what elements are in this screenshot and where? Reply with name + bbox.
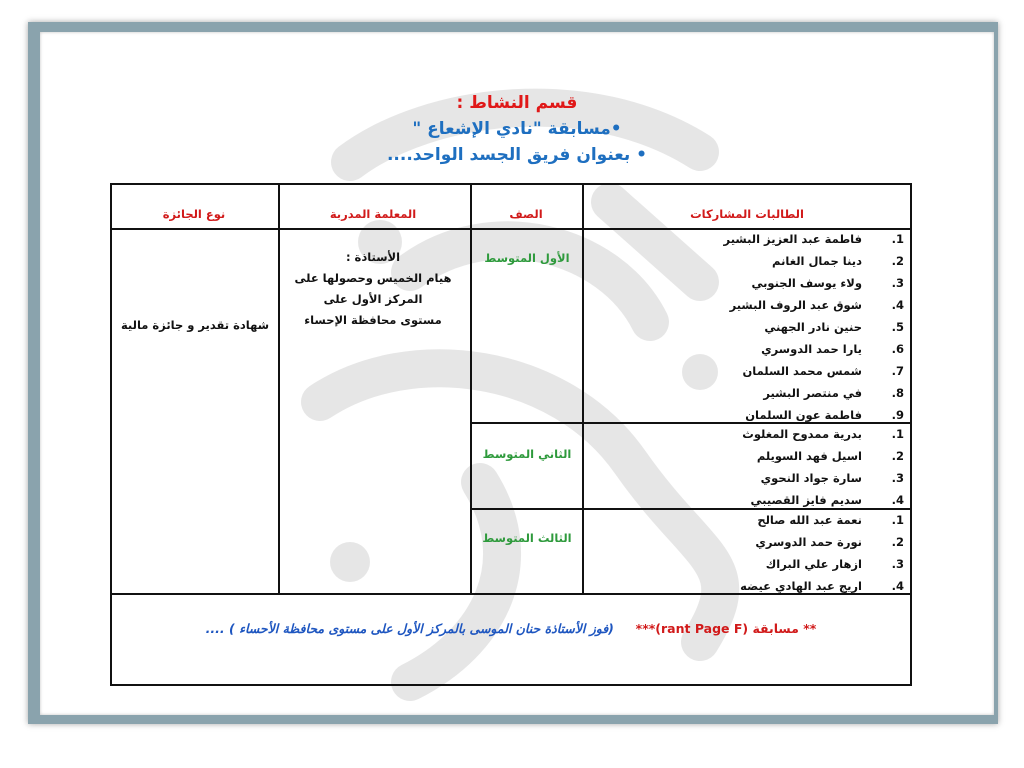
list-item: 2. اسيل فهد السويلم (756, 449, 904, 463)
list-item: 3. سارة جواد النحوي (760, 471, 904, 485)
participants-table (110, 183, 912, 686)
list-item: 2. نورة حمد الدوسري (755, 535, 904, 549)
list-item: 1. فاطمة عبد العزيز البشير (723, 232, 904, 246)
grade-label-first: الأول المتوسط (484, 251, 570, 265)
list-item: 4. اريج عبد الهادي عيضه (740, 579, 904, 593)
group-divider (470, 508, 584, 510)
header-prize: نوع الجائزة (162, 207, 226, 221)
list-item: 4. سديم فايز القصيبي (750, 493, 904, 507)
student-list-grade3 (580, 509, 906, 597)
title-line-subject: • بعنوان فريق الجسد الواحد.... (386, 145, 648, 165)
slide (40, 32, 994, 715)
slide-title (40, 90, 994, 168)
list-item: 1. نعمة عبد الله صالح (757, 513, 904, 527)
student-list-grade1 (580, 228, 906, 426)
title-line-competition: •مسابقة "نادي الإشعاع " (412, 119, 622, 139)
list-item: 5. حنين نادر الجهني (764, 320, 904, 334)
teacher-cell (278, 247, 468, 331)
list-item: 6. يارا حمد الدوسري (761, 342, 904, 356)
header-grade: الصف (509, 207, 543, 221)
teacher-line: مستوى محافظة الإحساء (304, 313, 442, 327)
footer-note (112, 621, 910, 636)
grade-label-second: الثاني المتوسط (482, 447, 572, 461)
footer-winner: (فوز الأستاذة حنان الموسى بالمركز الأول على مستوى محافظة الأحساء ) .... (205, 621, 614, 636)
group-divider (470, 422, 584, 424)
teacher-line: الأستاذة : (345, 250, 401, 264)
list-item: 7. شمس محمد السلمان (742, 364, 904, 378)
teacher-line: هيام الخميس وحصولها على (294, 271, 452, 285)
list-item: 4. شوق عبد الروف البشير (729, 298, 904, 312)
title-line-section: قسم النشاط : (456, 93, 578, 113)
list-item: 3. ازهار علي البراك (765, 557, 904, 571)
list-item: 2. دينا جمال الغانم (772, 254, 904, 268)
list-item: 1. بدرية ممدوح المغلوث (742, 427, 904, 441)
footer-competition: ** مسابقة (rant Page F)*** (635, 621, 817, 636)
grade-label-third: الثالث المتوسط (482, 531, 572, 545)
list-item: 3. ولاء يوسف الجنوبي (751, 276, 904, 290)
student-list-grade2 (580, 423, 906, 511)
prize-cell: شهادة تقدير و جائزة مالية (120, 318, 270, 332)
teacher-line: المركز الأول على (323, 292, 423, 306)
list-item: 8. في منتصر البشير (763, 386, 904, 400)
list-item: 9. فاطمة عون السلمان (745, 408, 904, 422)
header-teacher: المعلمة المدربة (329, 207, 417, 221)
header-participants: الطالبات المشاركات (690, 207, 804, 221)
